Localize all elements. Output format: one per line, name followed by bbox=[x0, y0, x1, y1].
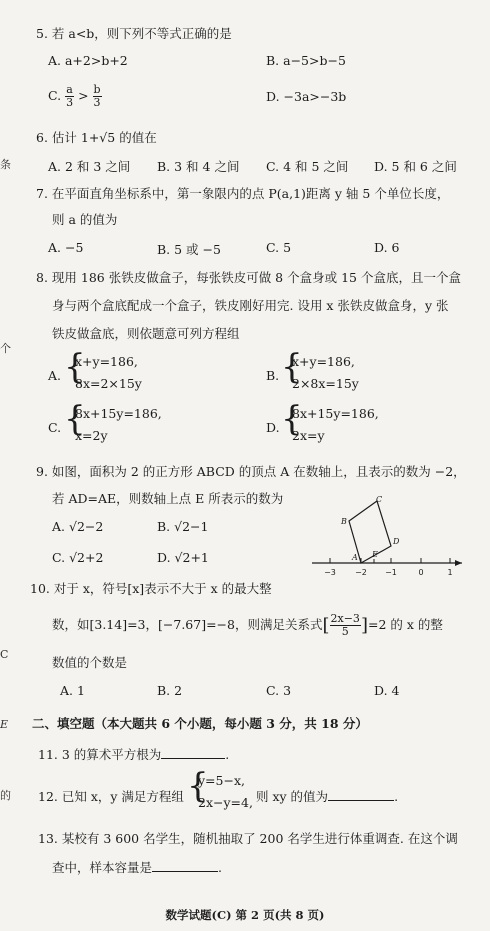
q5-option-c: C. $\frac{a}{3}$ > $\frac{b}{3}$ bbox=[48, 83, 101, 109]
q8-option-c-label: C. bbox=[48, 420, 62, 435]
q7-line1: 7. 在平面直角坐标系中，第一象限内的点 P(a,1)距离 y 轴 5 个单位长度， bbox=[36, 186, 450, 201]
q10-option-a: A. 1 bbox=[60, 683, 85, 698]
margin-mark: 条 bbox=[0, 158, 11, 171]
section-heading: 二、填空题（本大题共 6 个小题，每小题 3 分，共 18 分） bbox=[32, 716, 368, 731]
q7-option-d: D. 6 bbox=[374, 240, 400, 255]
brace: { bbox=[187, 766, 209, 806]
q5-option-d: D. −3a>−3b bbox=[266, 89, 347, 104]
tick-label: −1 bbox=[385, 568, 397, 577]
q5-option-b: B. a−5>b−5 bbox=[266, 53, 346, 68]
brace: { bbox=[64, 399, 86, 439]
q10-line2: 数，如[3.14]=3，[−7.67]=−8，则满足关系式[ $\frac{2x-3}{5}$ ]=2 的 x 的整 bbox=[52, 612, 443, 638]
point-label-d: D bbox=[393, 537, 400, 546]
brace: { bbox=[281, 399, 303, 439]
point-label-c: C bbox=[376, 495, 383, 504]
q8-option-a-label: A. bbox=[48, 368, 62, 383]
point-label-b: B bbox=[341, 517, 347, 526]
brace: { bbox=[64, 347, 86, 387]
q5-option-a: A. a+2>b+2 bbox=[48, 53, 128, 68]
q6-option-d: D. 5 和 6 之间 bbox=[374, 159, 457, 174]
tick-label: −2 bbox=[355, 568, 367, 577]
q11: 11. 3 的算术平方根为 . bbox=[38, 747, 230, 762]
q7-option-b: B. 5 或 −5 bbox=[157, 242, 221, 257]
answer-blank bbox=[152, 871, 218, 872]
margin-mark: 的 bbox=[0, 789, 11, 802]
q8-line2: 身与两个盒底配成一个盒子，铁皮刚好用完. 设用 x 张铁皮做盒身，y 张 bbox=[52, 298, 449, 313]
q13-line2: 查中，样本容量是 . bbox=[52, 860, 222, 875]
answer-blank bbox=[328, 800, 394, 801]
q10-option-d: D. 4 bbox=[374, 683, 400, 698]
q5-stem: 5. 若 a<b，则下列不等式正确的是 bbox=[36, 26, 232, 41]
q8-line3: 铁皮做盒底，则依题意可列方程组 bbox=[52, 326, 240, 341]
q6-option-a: A. 2 和 3 之间 bbox=[48, 159, 131, 174]
q10-line3: 数值的个数是 bbox=[52, 655, 128, 670]
square-on-number-line-figure bbox=[308, 490, 468, 582]
tick-marks bbox=[330, 558, 450, 563]
q7-option-a: A. −5 bbox=[48, 240, 84, 255]
q8-option-b-label: B. bbox=[266, 368, 280, 383]
point-label-a: A bbox=[352, 553, 358, 562]
margin-mark: C bbox=[0, 648, 9, 661]
q12-tail: 则 xy 的值为 . bbox=[256, 789, 399, 804]
margin-mark: 个 bbox=[0, 342, 11, 355]
answer-blank bbox=[161, 758, 225, 759]
number-line-arrow bbox=[455, 560, 462, 566]
q9-line1: 9. 如图，面积为 2 的正方形 ABCD 的顶点 A 在数轴上，且表示的数为 −2， bbox=[36, 464, 466, 479]
q13-line1: 13. 某校有 3 600 名学生，随机抽取了 200 名学生进行体重调查. 在这个调 bbox=[38, 831, 458, 846]
q9-line2: 若 AD=AE，则数轴上点 E 所表示的数为 bbox=[52, 491, 284, 506]
margin-mark: E bbox=[0, 718, 9, 731]
point-label-e: E bbox=[372, 550, 378, 559]
fraction: $\frac{b}{3}$ bbox=[93, 83, 101, 109]
brace: { bbox=[281, 347, 303, 387]
q9-option-d: D. √2+1 bbox=[157, 550, 209, 565]
fraction: $\frac{a}{3}$ bbox=[66, 83, 74, 109]
q7-line2: 则 a 的值为 bbox=[52, 212, 118, 227]
q7-option-c: C. 5 bbox=[266, 240, 292, 255]
fraction: $\frac{2x-3}{5}$ bbox=[330, 612, 360, 638]
q8-line1: 8. 现用 186 张铁皮做盒子，每张铁皮可做 8 个盒身或 15 个盒底，且一个盒 bbox=[36, 270, 461, 285]
tick-label: −3 bbox=[324, 568, 336, 577]
page-footer: 数学试题(C) 第 2 页(共 8 页) bbox=[165, 908, 325, 922]
q10-line1: 10. 对于 x，符号[x]表示不大于 x 的最大整 bbox=[30, 581, 272, 596]
q12-stem: 12. 已知 x，y 满足方程组 bbox=[38, 789, 184, 804]
tick-label: 1 bbox=[447, 568, 453, 577]
q9-option-b: B. √2−1 bbox=[157, 519, 209, 534]
q9-option-c: C. √2+2 bbox=[52, 550, 104, 565]
q10-option-b: B. 2 bbox=[157, 683, 183, 698]
q8-option-d-label: D. bbox=[266, 420, 280, 435]
q10-option-c: C. 3 bbox=[266, 683, 292, 698]
q9-option-a: A. √2−2 bbox=[52, 519, 104, 534]
q6-stem: 6. 估计 1+√5 的值在 bbox=[36, 130, 157, 145]
q6-option-b: B. 3 和 4 之间 bbox=[157, 159, 240, 174]
tick-label: 0 bbox=[418, 568, 424, 577]
q6-option-c: C. 4 和 5 之间 bbox=[266, 159, 349, 174]
exam-page: 条 个 C E 的 5. 若 a<b，则下列不等式正确的是 A. a+2>b+2 B. a−5>b−5 C. $\frac{a}{3}$ > $\frac{b}{3}$ D. −3a>−3b 6. 估计 1+√5 的值在 A. 2 和 3 之间 B. 3 和 4 之间 C. 4 和 5 之间 D. 5 和 6 之间 7. 在平面直角坐标系中，第一象限内的点 P(a,1)距离 y 轴 5 个单位长度， 则 a 的值为 A. −5 B. 5 或 −5 C. 5 D. 6 8. 现用 186 张铁皮做盒子，每张铁皮可做 8 个盒身或 15 个盒底，且一个盒 身与两个盒底配成一个盒子，铁皮刚好用完. 设用 x 张铁皮做盒身，y 张 铁皮做盒底，则依题意可列方程组 A. { x+y=186, 8x=2×15y B. { x+y=186, 2×8x=15y C. { 8x+15y=186, x=2y D. { 8x+15y=186, 2x=y 9. 如图，面积为 2 的正方形 ABCD 的顶点 A 在数轴上，且表示的数为 −2， 若 AD=AE，则数轴上点 E 所表示的数为 A. √2−2 B. √2−1 C. √2+2 D. √2+1 A B C D E −3 −2 −1 0 1 10. 对于 x，符号[x]表示不大于 x 的最大整 数，如[3.14]=3，[−7.67]=−8，则满足关系式[ $\frac{2x-3}{5}$ ]=2 的 x 的整 数值的个数是 A. 1 B. 2 C. 3 D. 4 二、填空题（本大题共 6 个小题，每小题 3 分，共 18 分） 11. 3 的算术平方根为 . 12. 已知 x，y 满足方程组 { y=5−x, 2x−y=4, 则 xy 的值为 . 13. 某校有 3 600 名学生，随机抽取了 200 名学生进行体重调查. 在这个调 查中，样本容量是 . 数学试题(C) 第 2 页(共 8 页) bbox=[0, 0, 490, 931]
